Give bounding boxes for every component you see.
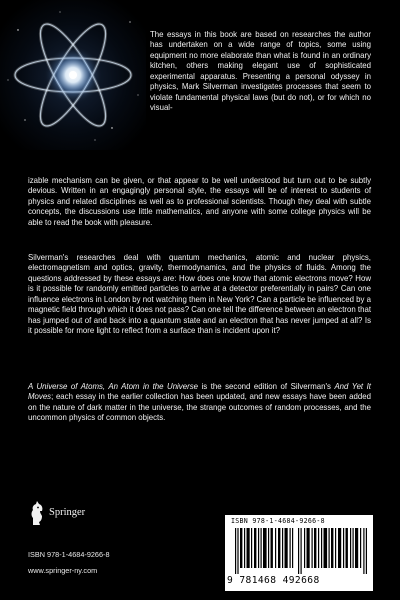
publisher-url[interactable]: www.springer-ny.com [28,566,98,575]
book-title: A Universe of Atoms, An Atom in the Universe [28,382,198,391]
back-cover-paragraph-1-rest: izable mechanism can be given, or that appear to be well understood but turn out to be subtly devious. Written in an engagingly personal style, the essays will be of interest to students of physics and related disciplines as well as to professional scientists. Though they deal with subtle concepts, the discussions use little mathematics, and anyone with some college physics will be able to read the book with pleasure. [28,176,371,227]
atom-icon [0,0,146,150]
atom-illustration [0,0,146,150]
back-cover-paragraph-2: Silverman's researches deal with quantum mechanics, atomic and nuclear physics, electromagnetism and optics, gravity, thermodynamics, and the physics of fluids. Among the questions addressed by these essays are: How does one know that atomic electrons move? How is it possible for randomly emitted particles to arrive at a detector preferentially in pairs? Can one influence electrons in London by not watching them in New York? Can a particle be influenced by a magnetic field through which it does not pass? Can one tell the difference between an electron that has jumped out of and back into a quantum state and an electron that has never jumped at all? Is it possible for more light to reflect from a surface than is incident upon it? [28,253,371,336]
back-cover-paragraph-1-intro: The essays in this book are based on researches the author has undertaken on a wide range of topics, some using equipment no more elaborate than what is found in an ordinary kitchen, others making elegant use of sophisticated experimental apparatus. Presenting a personal odyssey in physics, Mark Silverman investigates processes that seem to violate fundamental physical laws (but do not), or for which no visual- [150,30,371,113]
barcode-digits: 9 781468 492668 [227,575,320,586]
back-cover-paragraph-3 [28,382,371,424]
springer-knight-icon [29,500,45,526]
barcode [225,515,373,591]
paragraph-3-connector: is the second edition of Silverman's [197,382,335,391]
isbn-text: ISBN 978-1-4684-9266-8 [28,550,110,559]
paragraph-3-body: ; each essay in the earlier collection has been updated, and new essays have been added on the nature of dark matter in the universe, the strange outcomes of random processes, and the uncommon physics of common objects. [28,392,371,423]
barcode-isbn-label: ISBN 978-1-4684-9266-8 [231,517,325,525]
previous-edition-title: And Yet It Moves [28,382,371,402]
publisher-logo [27,500,117,540]
barcode-bars [235,528,367,574]
publisher-name: Springer [49,507,86,518]
